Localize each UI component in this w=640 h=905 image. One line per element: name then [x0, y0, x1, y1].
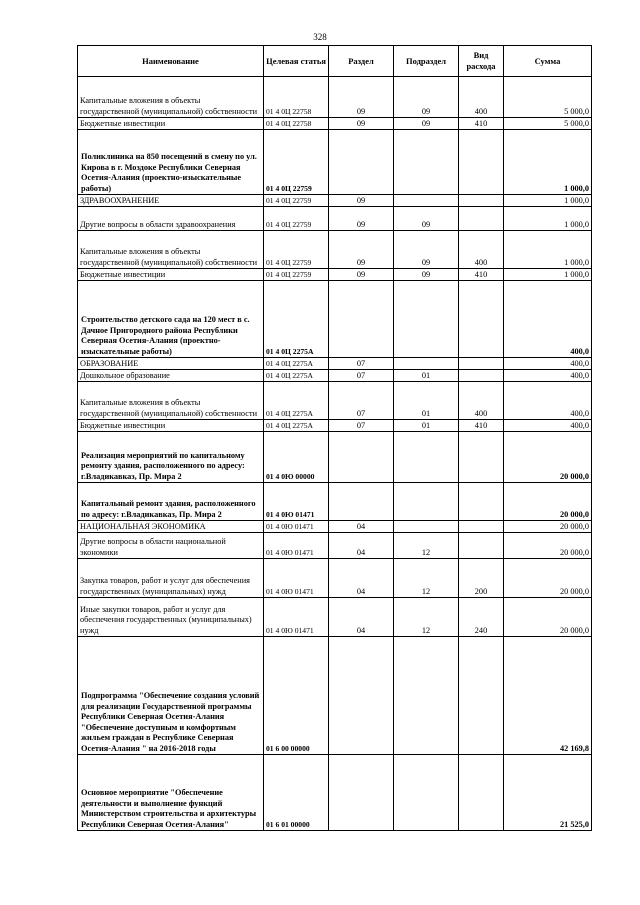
cell-subsection [394, 358, 459, 370]
table-row [78, 637, 592, 755]
cell-subsection [394, 755, 459, 831]
cell-expense-type [459, 195, 504, 207]
cell-expense-type [459, 637, 504, 755]
cell-amount: 400,0 [504, 382, 592, 420]
table-row [78, 130, 592, 195]
cell-subsection: 01 [394, 382, 459, 420]
cell-amount: 400,0 [504, 281, 592, 358]
header-name: Наименование [78, 46, 264, 77]
cell-name: Основное мероприятие "Обеспечение деятельности и выполнение функций Министерством строительства и архитектуры Республики Северная Осетия-Алания" [78, 755, 264, 831]
cell-section [329, 130, 394, 195]
cell-target: 01 4 0Ц 22759 [264, 269, 329, 281]
cell-amount: 5 000,0 [504, 118, 592, 130]
cell-target: 01 4 0Ю 01471 [264, 598, 329, 637]
cell-target: 01 4 0Ц 22759 [264, 207, 329, 231]
cell-name: Другие вопросы в области здравоохранения [78, 207, 264, 231]
cell-section [329, 432, 394, 483]
table-row [78, 118, 592, 130]
cell-amount: 1 000,0 [504, 195, 592, 207]
cell-name: Подпрограмма "Обеспечение создания условий для реализации Государственной программы Республики Северная Осетия-Алания "Обеспечение доступным и комфортным жильем граждан в Республике Северная Осетия-Алания " на 2016-2018 годы [78, 637, 264, 755]
cell-target: 01 6 00 00000 [264, 637, 329, 755]
cell-expense-type [459, 483, 504, 521]
cell-subsection: 09 [394, 207, 459, 231]
table-header-row [78, 46, 592, 77]
cell-target: 01 4 0Ц 2275А [264, 420, 329, 432]
table-row [78, 207, 592, 231]
cell-expense-type [459, 370, 504, 382]
cell-subsection: 09 [394, 77, 459, 118]
cell-name: Капитальные вложения в объекты государственной (муниципальной) собственности [78, 382, 264, 420]
table-row [78, 281, 592, 358]
cell-subsection: 01 [394, 420, 459, 432]
table-row [78, 598, 592, 637]
cell-subsection [394, 281, 459, 358]
cell-amount: 1 000,0 [504, 269, 592, 281]
cell-expense-type: 400 [459, 382, 504, 420]
cell-expense-type: 410 [459, 420, 504, 432]
cell-target: 01 4 0Ю 01471 [264, 533, 329, 559]
budget-table [77, 45, 592, 831]
cell-expense-type: 410 [459, 269, 504, 281]
cell-subsection: 09 [394, 231, 459, 269]
cell-subsection: 09 [394, 269, 459, 281]
cell-subsection [394, 130, 459, 195]
cell-expense-type [459, 130, 504, 195]
table-row [78, 420, 592, 432]
cell-name: Закупка товаров, работ и услуг для обеспечения государственных (муниципальных) нужд [78, 559, 264, 598]
cell-target: 01 4 0Ц 22759 [264, 130, 329, 195]
cell-subsection: 12 [394, 559, 459, 598]
header-section: Раздел [329, 46, 394, 77]
header-amount: Сумма [504, 46, 592, 77]
cell-amount: 1 000,0 [504, 231, 592, 269]
cell-expense-type [459, 755, 504, 831]
cell-section: 09 [329, 231, 394, 269]
table-row [78, 483, 592, 521]
cell-section: 04 [329, 521, 394, 533]
cell-section: 04 [329, 598, 394, 637]
cell-section: 04 [329, 533, 394, 559]
cell-section: 09 [329, 118, 394, 130]
cell-amount: 20 000,0 [504, 521, 592, 533]
cell-name: НАЦИОНАЛЬНАЯ ЭКОНОМИКА [78, 521, 264, 533]
cell-amount: 21 525,0 [504, 755, 592, 831]
cell-target: 01 6 01 00000 [264, 755, 329, 831]
cell-section: 09 [329, 269, 394, 281]
table-row [78, 269, 592, 281]
table-row [78, 559, 592, 598]
page-number: 328 [313, 32, 327, 42]
cell-expense-type: 240 [459, 598, 504, 637]
cell-subsection [394, 637, 459, 755]
table-row [78, 533, 592, 559]
cell-amount: 5 000,0 [504, 77, 592, 118]
cell-name: ЗДРАВООХРАНЕНИЕ [78, 195, 264, 207]
cell-target: 01 4 0Ц 2275А [264, 370, 329, 382]
cell-target: 01 4 0Ц 22759 [264, 195, 329, 207]
cell-section [329, 755, 394, 831]
cell-expense-type: 400 [459, 77, 504, 118]
table-row [78, 521, 592, 533]
cell-amount: 20 000,0 [504, 559, 592, 598]
cell-amount: 42 169,8 [504, 637, 592, 755]
cell-amount: 1 000,0 [504, 130, 592, 195]
table-row [78, 195, 592, 207]
cell-expense-type: 410 [459, 118, 504, 130]
table-row [78, 755, 592, 831]
cell-expense-type [459, 281, 504, 358]
cell-expense-type: 400 [459, 231, 504, 269]
cell-section: 09 [329, 195, 394, 207]
cell-amount: 20 000,0 [504, 432, 592, 483]
cell-section: 07 [329, 370, 394, 382]
table-body [78, 77, 592, 831]
cell-target: 01 4 0Ю 01471 [264, 521, 329, 533]
cell-section [329, 637, 394, 755]
cell-subsection [394, 432, 459, 483]
cell-name: Капитальные вложения в объекты государственной (муниципальной) собственности [78, 77, 264, 118]
cell-expense-type [459, 358, 504, 370]
header-subsection: Подраздел [394, 46, 459, 77]
cell-target: 01 4 0Ц 22758 [264, 77, 329, 118]
cell-name: Реализация мероприятий по капитальному ремонту здания, расположенного по адресу: г.Владикавказ, Пр. Мира 2 [78, 432, 264, 483]
table-row [78, 382, 592, 420]
cell-name: Поликлиника на 850 посещений в смену по ул. Кирова в г. Моздоке Республики Северная Осетия-Алания (проектно-изыскательные работы) [78, 130, 264, 195]
cell-subsection [394, 521, 459, 533]
cell-amount: 400,0 [504, 370, 592, 382]
cell-subsection: 09 [394, 118, 459, 130]
cell-name: Другие вопросы в области национальной экономики [78, 533, 264, 559]
cell-section: 07 [329, 420, 394, 432]
cell-subsection: 12 [394, 598, 459, 637]
cell-target: 01 4 0Ц 2275А [264, 382, 329, 420]
cell-expense-type [459, 521, 504, 533]
cell-subsection: 01 [394, 370, 459, 382]
cell-name: Капитальные вложения в объекты государственной (муниципальной) собственности [78, 231, 264, 269]
cell-target: 01 4 0Ц 22759 [264, 231, 329, 269]
cell-name: ОБРАЗОВАНИЕ [78, 358, 264, 370]
table-row [78, 432, 592, 483]
cell-section: 04 [329, 559, 394, 598]
cell-amount: 400,0 [504, 420, 592, 432]
cell-name: Бюджетные инвестиции [78, 420, 264, 432]
cell-section: 09 [329, 77, 394, 118]
cell-amount: 20 000,0 [504, 483, 592, 521]
cell-subsection: 12 [394, 533, 459, 559]
cell-target: 01 4 0Ц 2275А [264, 281, 329, 358]
cell-target: 01 4 0Ю 00000 [264, 432, 329, 483]
cell-amount: 20 000,0 [504, 533, 592, 559]
cell-section: 07 [329, 382, 394, 420]
cell-expense-type: 200 [459, 559, 504, 598]
table-row [78, 231, 592, 269]
cell-section [329, 483, 394, 521]
cell-target: 01 4 0Ц 22758 [264, 118, 329, 130]
cell-subsection [394, 195, 459, 207]
cell-section: 09 [329, 207, 394, 231]
cell-name: Строительство детского сада на 120 мест в с. Дачное Пригородного района Республики Северная Осетия-Алания (проектно-изыскательные работы) [78, 281, 264, 358]
cell-name: Дошкольное образование [78, 370, 264, 382]
cell-amount: 1 000,0 [504, 207, 592, 231]
cell-target: 01 4 0Ю 01471 [264, 559, 329, 598]
cell-name: Капитальный ремонт здания, расположенного по адресу: г.Владикавказ, Пр. Мира 2 [78, 483, 264, 521]
cell-name: Бюджетные инвестиции [78, 118, 264, 130]
cell-section [329, 281, 394, 358]
cell-expense-type [459, 207, 504, 231]
table-row [78, 358, 592, 370]
table-row [78, 370, 592, 382]
cell-subsection [394, 483, 459, 521]
cell-expense-type [459, 533, 504, 559]
cell-section: 07 [329, 358, 394, 370]
header-expense-type: Вид расхода [459, 46, 504, 77]
cell-expense-type [459, 432, 504, 483]
cell-name: Бюджетные инвестиции [78, 269, 264, 281]
cell-amount: 20 000,0 [504, 598, 592, 637]
cell-amount: 400,0 [504, 358, 592, 370]
cell-target: 01 4 0Ю 01471 [264, 483, 329, 521]
cell-target: 01 4 0Ц 2275А [264, 358, 329, 370]
header-target: Целевая статья [264, 46, 329, 77]
table-row [78, 77, 592, 118]
cell-name: Иные закупки товаров, работ и услуг для обеспечения государственных (муниципальных) нужд [78, 598, 264, 637]
